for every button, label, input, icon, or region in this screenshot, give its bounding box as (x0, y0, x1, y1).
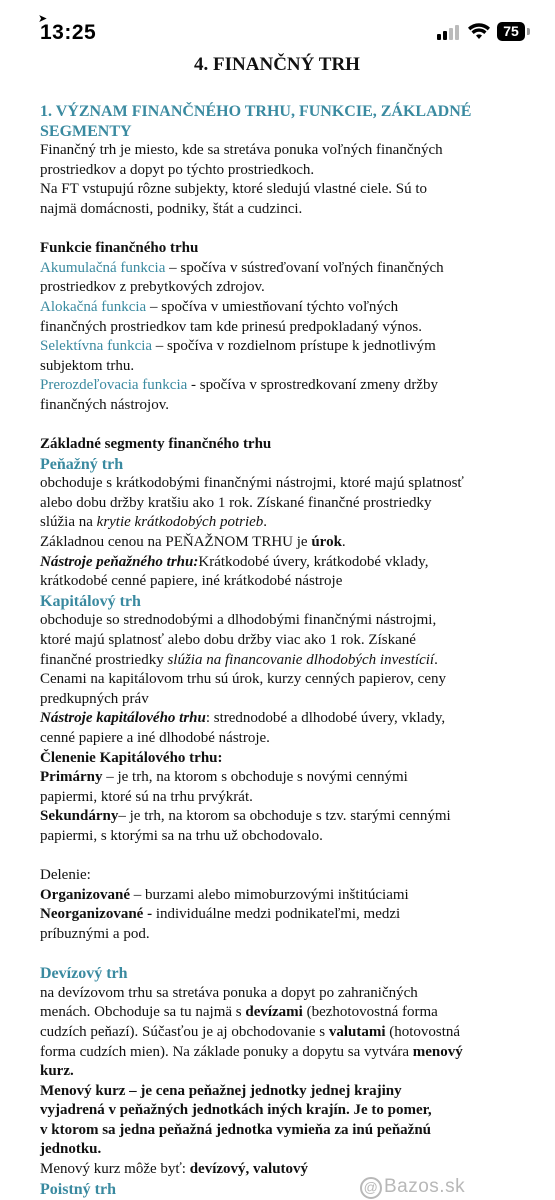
text-line: prostriedkov a dopyt po týchto prostriedkoch. (40, 161, 315, 178)
insurance-market-heading: Poistný trh (40, 1180, 116, 1198)
text-line: papiermi, ktoré sú na trhu prvýkrát. (40, 788, 253, 805)
functions-heading: Funkcie finančného trhu (40, 240, 199, 257)
text-line: vyjadrená v peňažných jednotkách iných krajín. Je to pomer, (40, 1102, 432, 1119)
text-line: menách. Obchoduje sa tu najmä s devízami (bezhotovostná forma (40, 1004, 438, 1021)
function-item: Akumulačná funkcia – spočíva v sústreďovaní voľných finančných (40, 259, 444, 276)
capital-market-heading: Kapitálový trh (40, 592, 141, 610)
status-bar (0, 0, 555, 56)
battery-tip (527, 28, 530, 35)
text-line: Nástroje kapitálového trhu: strednodobé a dlhodobé úvery, vklady, (40, 710, 446, 727)
function-item: Alokačná funkcia – spočíva v umiestňovaní týchto voľných (40, 298, 399, 315)
fx-market-heading: Devízový trh (40, 965, 128, 983)
text-line: ktoré majú splatnosť alebo dobu držby viac ako 1 rok. Získané (40, 632, 416, 649)
text-line: Sekundárny– je trh, na ktorom sa obchoduje s tzv. starými cennými (40, 808, 451, 825)
text-line: Organizované – burzami alebo mimoburzovými inštitúciami (40, 886, 409, 903)
document (40, 54, 510, 1199)
text-line: predkupných práv (40, 690, 149, 707)
cellular-signal-icon (437, 24, 461, 40)
section-heading: 1. VÝZNAM FINANČNÉHO TRHU, FUNKCIE, ZÁKLADNÉ (40, 103, 472, 120)
text-line: Základnou cenou na PEŇAŽNOM TRHU je úrok. (40, 534, 346, 551)
text-line: Neorganizované - individuálne medzi podnikateľmi, medzi (40, 906, 401, 923)
text-line: finančných nástrojov. (40, 396, 169, 413)
wifi-icon (467, 22, 491, 40)
text-line: papiermi, s ktorými sa na trhu už obchodovalo. (40, 827, 323, 844)
battery-icon: 75 (497, 22, 525, 41)
text-line: krátkodobé cenné papiere, iné krátkodobé nástroje (40, 573, 343, 590)
segments-heading: Základné segmenty finančného trhu (40, 436, 272, 453)
status-time: 13:25 (40, 21, 97, 44)
text-line: Na FT vstupujú rôzne subjekty, ktoré sledujú vlastné ciele. Sú to (40, 181, 428, 198)
text-line: cudzích peňazí). Súčasťou je aj obchodovanie s valutami (hotovostná (40, 1023, 461, 1040)
text-line: finančné prostriedky slúžia na financovanie dlhodobých investícií. (40, 651, 438, 668)
text-line: v ktorom sa jedna peňažná jednotka vymieňa za inú peňažnú (40, 1121, 432, 1138)
text-line: obchoduje so strednodobými a dlhodobými finančnými nástrojmi, (40, 612, 437, 629)
text-line: obchoduje s krátkodobými finančnými nástrojmi, ktoré majú splatnosť (40, 475, 464, 492)
bazos-watermark: @ Bazos.sk (360, 1176, 465, 1199)
text-line: Nástroje peňažného trhu:Krátkodobé úvery, krátkodobé vklady, (40, 553, 429, 570)
page-title: 4. FINANČNÝ TRH (194, 54, 360, 75)
text-line: najmä domácnosti, podniky, štát a cudzinci. (40, 200, 303, 217)
text-line: Cenami na kapitálovom trhu sú úrok, kurzy cenných papierov, ceny (40, 671, 446, 688)
location-arrow-icon: ➤ (38, 13, 48, 25)
text-line: Menový kurz – je cena peňažnej jednotky jednej krajiny (40, 1082, 402, 1099)
text-line: Finančný trh je miesto, kde sa stretáva ponuka voľných finančných (40, 142, 443, 159)
text-line: cenné papiere a iné dlhodobé nástroje. (40, 730, 270, 746)
text-line: Menový kurz môže byť: devízový, valutový (40, 1161, 309, 1178)
text-line: Primárny – je trh, na ktorom s obchoduje s novými cennými (40, 769, 408, 786)
text-line: forma cudzích mien). Na základe ponuky a dopytu sa vytvára menový (40, 1043, 463, 1060)
text-line: slúžia na krytie krátkodobých potrieb. (40, 514, 268, 531)
money-market-heading: Peňažný trh (40, 455, 124, 473)
text-line: alebo dobu držby kratšiu ako 1 rok. Získané finančné prostriedky (40, 494, 432, 511)
text-line: prostriedkov z prebytkových zdrojov. (40, 279, 265, 296)
function-item: Prerozdeľovacia funkcia - spočíva v sprostredkovaní zmeny držby (40, 377, 439, 394)
text-line: Členenie Kapitálového trhu: (40, 749, 223, 766)
text-line: na devízovom trhu sa stretáva ponuka a dopyt po zahraničných (40, 984, 418, 1001)
function-item: Selektívna funkcia – spočíva v rozdielnom prístupe k jednotlivým (40, 338, 436, 355)
text-line: jednotku. (40, 1141, 102, 1158)
division-heading: Delenie: (40, 867, 91, 884)
text-line: príbuznými a pod. (40, 925, 150, 942)
text-line: subjektom trhu. (40, 357, 135, 374)
text-line: finančných prostriedkov tam kde prinesú predpokladaný výnos. (40, 318, 422, 335)
at-sign-icon: @ (360, 1177, 382, 1199)
section-heading-cont: SEGMENTY (40, 122, 132, 140)
text-line: kurz. (40, 1063, 74, 1080)
